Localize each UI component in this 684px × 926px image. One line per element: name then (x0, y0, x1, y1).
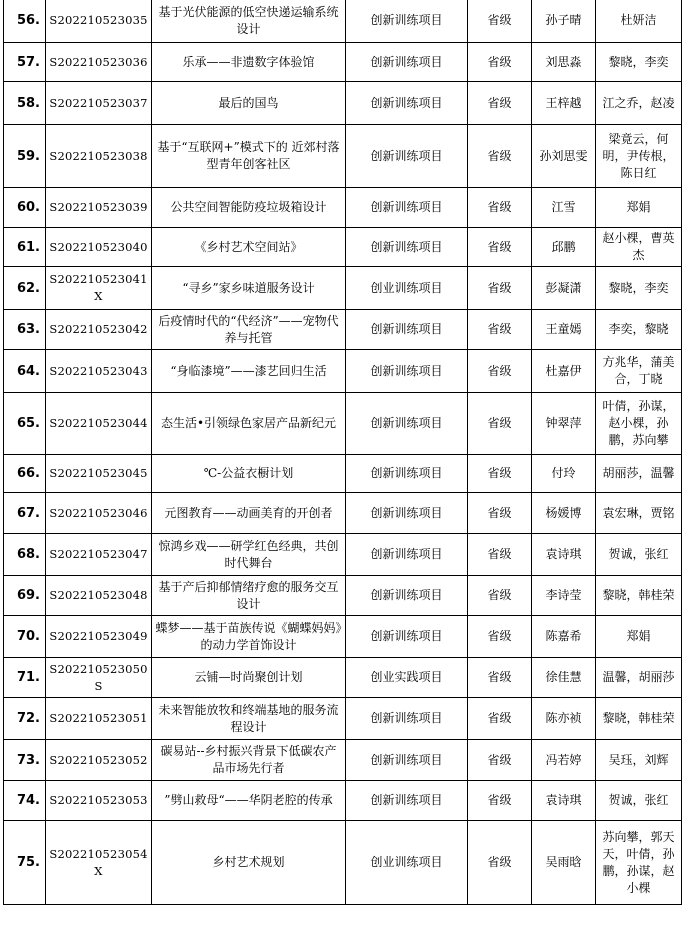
project-code: S202210523052 (46, 740, 152, 781)
project-type: 创新训练项目 (346, 310, 468, 350)
project-name: 元图教育——动画美育的开创者 (152, 493, 346, 534)
project-level: 省级 (468, 616, 532, 658)
project-leader: 袁诗琪 (532, 534, 596, 576)
row-number: 69. (4, 576, 46, 616)
project-leader: 刘思淼 (532, 43, 596, 82)
project-level: 省级 (468, 576, 532, 616)
row-number: 65. (4, 393, 46, 455)
project-name: 惊鸿乡戏——研学红色经典，共创时代舞台 (152, 534, 346, 576)
table-row (4, 393, 682, 455)
project-name: 云铺—时尚聚创计划 (152, 658, 346, 698)
project-type: 创新训练项目 (346, 393, 468, 455)
project-advisor: 贺诚，张红 (596, 781, 682, 821)
project-level: 省级 (468, 188, 532, 228)
project-code: S202210523041X (46, 267, 152, 310)
project-name: 基于“互联网+”模式下的 近郊村落型青年创客社区 (152, 125, 346, 188)
table-row (4, 576, 682, 616)
project-advisor: 温馨，胡丽莎 (596, 658, 682, 698)
project-name: “身临漆境”——漆艺回归生活 (152, 350, 346, 393)
project-name: 乡村艺术规划 (152, 821, 346, 905)
project-type: 创新训练项目 (346, 534, 468, 576)
table-row (4, 0, 682, 43)
project-level: 省级 (468, 658, 532, 698)
project-code: S202210523043 (46, 350, 152, 393)
project-code: S202210523036 (46, 43, 152, 82)
project-type: 创新训练项目 (346, 188, 468, 228)
project-type: 创新训练项目 (346, 125, 468, 188)
project-level: 省级 (468, 267, 532, 310)
project-leader: 陈亦祯 (532, 698, 596, 740)
project-leader: 冯若婷 (532, 740, 596, 781)
project-code: S202210523053 (46, 781, 152, 821)
project-code: S202210523054X (46, 821, 152, 905)
project-advisor: 胡丽莎，温馨 (596, 455, 682, 493)
project-level: 省级 (468, 393, 532, 455)
table-row (4, 781, 682, 821)
project-name: 碳易站--乡村振兴背景下低碳农产品市场先行者 (152, 740, 346, 781)
table-row (4, 82, 682, 125)
project-code: S202210523048 (46, 576, 152, 616)
project-level: 省级 (468, 350, 532, 393)
project-leader: 钟翠萍 (532, 393, 596, 455)
project-name: 未来智能放牧和终端基地的服务流程设计 (152, 698, 346, 740)
project-table (3, 0, 682, 905)
project-code: S202210523035 (46, 0, 152, 43)
project-code: S202210523045 (46, 455, 152, 493)
project-advisor: 郑娟 (596, 616, 682, 658)
project-level: 省级 (468, 125, 532, 188)
row-number: 73. (4, 740, 46, 781)
row-number: 62. (4, 267, 46, 310)
row-number: 64. (4, 350, 46, 393)
project-advisor: 方兆华，蒲美合，丁晓 (596, 350, 682, 393)
project-leader: 李诗莹 (532, 576, 596, 616)
project-type: 创新训练项目 (346, 740, 468, 781)
row-number: 60. (4, 188, 46, 228)
project-level: 省级 (468, 228, 532, 267)
table-row (4, 125, 682, 188)
project-level: 省级 (468, 740, 532, 781)
table-row (4, 350, 682, 393)
table-row (4, 493, 682, 534)
table-row (4, 534, 682, 576)
project-type: 创业训练项目 (346, 267, 468, 310)
project-name: ”劈山救母“——华阴老腔的传承 (152, 781, 346, 821)
project-leader: 邱鹏 (532, 228, 596, 267)
project-code: S202210523042 (46, 310, 152, 350)
table-row (4, 616, 682, 658)
row-number: 75. (4, 821, 46, 905)
project-type: 创新训练项目 (346, 781, 468, 821)
project-code: S202210523044 (46, 393, 152, 455)
project-advisor: 郑娟 (596, 188, 682, 228)
row-number: 56. (4, 0, 46, 43)
project-level: 省级 (468, 821, 532, 905)
project-advisor: 赵小棵，曹英杰 (596, 228, 682, 267)
project-code: S202210523037 (46, 82, 152, 125)
project-level: 省级 (468, 82, 532, 125)
project-code: S202210523050S (46, 658, 152, 698)
table-row (4, 740, 682, 781)
table-row (4, 455, 682, 493)
project-level: 省级 (468, 310, 532, 350)
project-advisor: 叶倩，孙谋，赵小棵，孙鹏，苏向攀 (596, 393, 682, 455)
project-type: 创新训练项目 (346, 0, 468, 43)
project-leader: 王童嫣 (532, 310, 596, 350)
project-advisor: 梁竟云，何明，尹传根，陈日红 (596, 125, 682, 188)
table-row (4, 228, 682, 267)
project-leader: 孙刘思雯 (532, 125, 596, 188)
project-type: 创新训练项目 (346, 350, 468, 393)
project-name: 后疫情时代的“代经济”——宠物代养与托管 (152, 310, 346, 350)
project-name: ℃-公益衣橱计划 (152, 455, 346, 493)
project-table-body (4, 0, 682, 905)
project-leader: 陈嘉希 (532, 616, 596, 658)
table-row (4, 310, 682, 350)
project-leader: 吴雨晗 (532, 821, 596, 905)
project-type: 创新训练项目 (346, 228, 468, 267)
row-number: 70. (4, 616, 46, 658)
project-advisor: 李奕，黎晓 (596, 310, 682, 350)
row-number: 66. (4, 455, 46, 493)
project-level: 省级 (468, 455, 532, 493)
project-level: 省级 (468, 43, 532, 82)
project-type: 创新训练项目 (346, 576, 468, 616)
project-name: 蝶梦——基于苗族传说《蝴蝶妈妈》的动力学首饰设计 (152, 616, 346, 658)
project-leader: 彭凝潇 (532, 267, 596, 310)
project-level: 省级 (468, 534, 532, 576)
table-row (4, 188, 682, 228)
project-type: 创新训练项目 (346, 698, 468, 740)
project-leader: 杜嘉伊 (532, 350, 596, 393)
project-name: 乐承——非遗数字体验馆 (152, 43, 346, 82)
project-code: S202210523039 (46, 188, 152, 228)
row-number: 74. (4, 781, 46, 821)
table-row (4, 43, 682, 82)
row-number: 57. (4, 43, 46, 82)
project-name: 基于光伏能源的低空快递运输系统设计 (152, 0, 346, 43)
project-leader: 徐佳慧 (532, 658, 596, 698)
project-type: 创业实践项目 (346, 658, 468, 698)
project-advisor: 黎晓，李奕 (596, 267, 682, 310)
project-code: S202210523046 (46, 493, 152, 534)
project-advisor: 吴珏，刘辉 (596, 740, 682, 781)
project-name: 态生活•引领绿色家居产品新纪元 (152, 393, 346, 455)
project-code: S202210523047 (46, 534, 152, 576)
table-row (4, 698, 682, 740)
project-name: 基于产后抑郁情绪疗愈的服务交互设计 (152, 576, 346, 616)
project-leader: 付玲 (532, 455, 596, 493)
row-number: 63. (4, 310, 46, 350)
project-advisor: 苏向攀，郭天天，叶倩，孙鹏，孙谋，赵小棵 (596, 821, 682, 905)
project-leader: 王梓越 (532, 82, 596, 125)
project-level: 省级 (468, 781, 532, 821)
project-type: 创新训练项目 (346, 493, 468, 534)
project-leader: 孙子晴 (532, 0, 596, 43)
table-row (4, 821, 682, 905)
row-number: 72. (4, 698, 46, 740)
project-advisor: 黎晓，李奕 (596, 43, 682, 82)
project-leader: 江雪 (532, 188, 596, 228)
row-number: 58. (4, 82, 46, 125)
project-type: 创业训练项目 (346, 821, 468, 905)
project-code: S202210523051 (46, 698, 152, 740)
row-number: 59. (4, 125, 46, 188)
row-number: 71. (4, 658, 46, 698)
project-type: 创新训练项目 (346, 616, 468, 658)
project-name: “寻乡”家乡味道服务设计 (152, 267, 346, 310)
row-number: 61. (4, 228, 46, 267)
project-leader: 袁诗琪 (532, 781, 596, 821)
project-name: 最后的国鸟 (152, 82, 346, 125)
project-name: 公共空间智能防疫垃圾箱设计 (152, 188, 346, 228)
project-type: 创新训练项目 (346, 82, 468, 125)
project-advisor: 江之乔，赵凌 (596, 82, 682, 125)
project-code: S202210523049 (46, 616, 152, 658)
project-level: 省级 (468, 493, 532, 534)
table-row (4, 658, 682, 698)
project-type: 创新训练项目 (346, 43, 468, 82)
project-code: S202210523038 (46, 125, 152, 188)
row-number: 67. (4, 493, 46, 534)
project-leader: 杨媛博 (532, 493, 596, 534)
project-code: S202210523040 (46, 228, 152, 267)
project-advisor: 贺诚，张红 (596, 534, 682, 576)
project-advisor: 黎晓，韩桂荣 (596, 698, 682, 740)
project-advisor: 杜妍洁 (596, 0, 682, 43)
project-type: 创新训练项目 (346, 455, 468, 493)
project-advisor: 袁宏琳，贾铭 (596, 493, 682, 534)
row-number: 68. (4, 534, 46, 576)
project-level: 省级 (468, 698, 532, 740)
project-name: 《乡村艺术空间站》 (152, 228, 346, 267)
table-row (4, 267, 682, 310)
project-advisor: 黎晓，韩桂荣 (596, 576, 682, 616)
project-level: 省级 (468, 0, 532, 43)
